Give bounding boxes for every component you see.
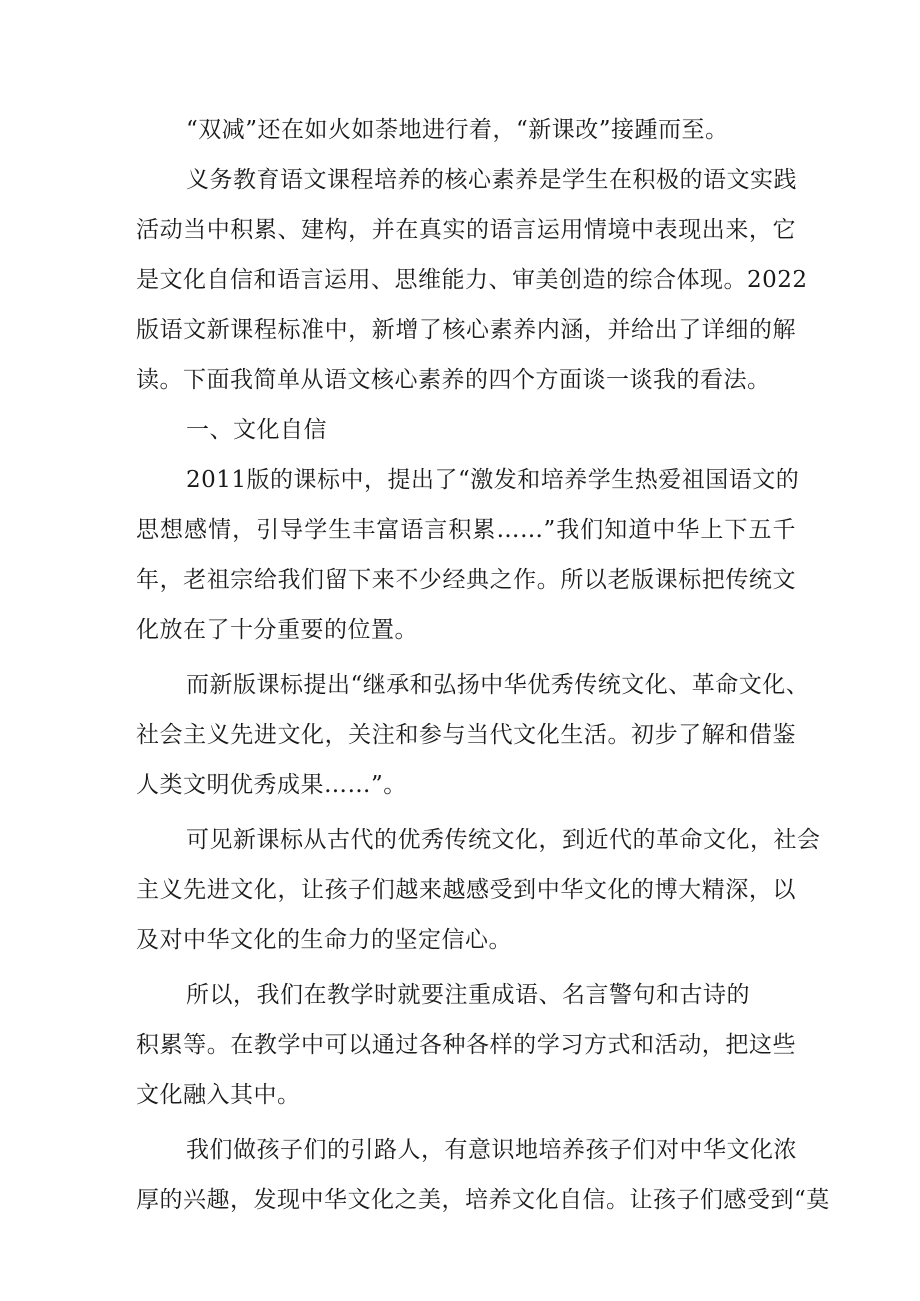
paragraph-line: 而新版课标提出“继承和弘扬中华优秀传统文化、革命文化、 (186, 672, 810, 698)
paragraph-line: 可见新课标从古代的优秀传统文化，到近代的革命文化，社会 (186, 827, 821, 853)
paragraph-line: 所以，我们在教学时就要注重成语、名言警句和古诗的 (186, 982, 750, 1008)
paragraph-line: 社会主义先进文化，关注和参与当代文化生活。初步了解和借鉴 (136, 722, 796, 748)
paragraph-line: 版语文新课程标准中，新增了核心素养内涵，并给出了详细的解 (136, 317, 796, 343)
paragraph-line: 活动当中积累、建构，并在真实的语言运用情境中表现出来，它 (136, 217, 796, 243)
paragraph-line: 及对中华文化的生命力的坚定信心。 (136, 927, 512, 953)
paragraph-line: 主义先进文化，让孩子们越来越感受到中华文化的博大精深，以 (136, 877, 796, 903)
paragraph-line: 化放在了十分重要的位置。 (136, 617, 418, 643)
paragraph-line: 读。下面我简单从语文核心素养的四个方面谈一谈我的看法。 (136, 367, 771, 393)
section-heading: 一、文化自信 (186, 417, 327, 443)
paragraph-line: “双减”还在如火如荼地进行着，“新课改”接踵而至。 (186, 117, 729, 143)
paragraph-line: 文化融入其中。 (136, 1082, 301, 1108)
paragraph-line: 年，老祖宗给我们留下来不少经典之作。所以老版课标把传统文 (136, 567, 796, 593)
paragraph-line: 我们做孩子们的引路人，有意识地培养孩子们对中华文化浓 (186, 1137, 797, 1163)
paragraph-line: 义务教育语文课程培养的核心素养是学生在积极的语文实践 (186, 167, 797, 193)
paragraph-line: 厚的兴趣，发现中华文化之美，培养文化自信。让孩子们感受到“莫 (136, 1187, 830, 1213)
paragraph-line: 2011版的课标中，提出了“激发和培养学生热爱祖国语文的 (186, 467, 800, 493)
paragraph-line: 积累等。在教学中可以通过各种各样的学习方式和活动，把这些 (136, 1032, 796, 1058)
paragraph-line: 思想感情，引导学生丰富语言积累……”我们知道中华上下五千 (136, 517, 796, 543)
paragraph-line: 人类文明优秀成果……”。 (136, 772, 407, 798)
paragraph-line: 是文化自信和语言运用、思维能力、审美创造的综合体现。2022 (136, 267, 808, 293)
